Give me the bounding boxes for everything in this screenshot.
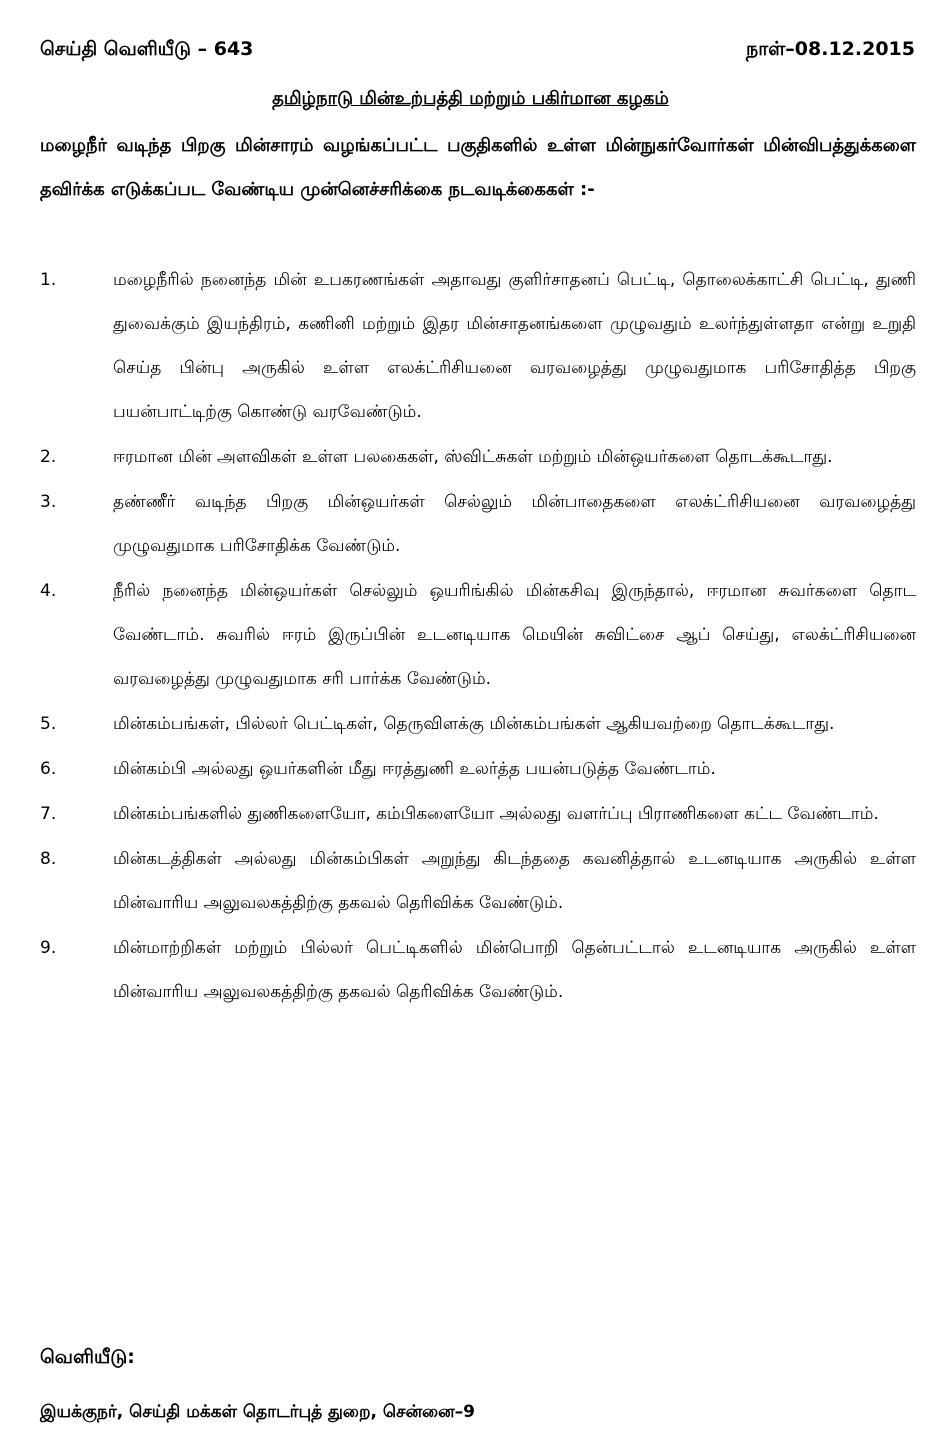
item-number: 8. xyxy=(40,849,57,869)
list-item xyxy=(0,258,941,434)
list-item xyxy=(0,569,941,701)
item-number: 9. xyxy=(40,938,57,958)
document-header xyxy=(40,38,915,68)
release-number: செய்தி வெளியீடு – 643 xyxy=(40,38,254,60)
list-item xyxy=(0,792,941,836)
item-number: 5. xyxy=(40,714,57,734)
item-number: 1. xyxy=(40,270,57,290)
document-subject: மழைநீர் வடிந்த பிறகு மின்சாரம் வழங்கப்பட்ட பகுதிகளில் உள்ள மின்நுகர்வோர்கள் மின்விபத்துக்களை தவிர்க்க எடுக்கப்பட வேண்டிய முன்னெச்சரிக்கை நடவடிக்கைகள் :- xyxy=(40,135,916,200)
item-text: மின்கம்பங்களில் துணிகளையோ, கம்பிகளையோ அல்லது வளர்ப்பு பிராணிகளை கட்ட வேண்டாம். xyxy=(113,804,879,824)
issuer-line: இயக்குநர், செய்தி மக்கள் தொடர்புத் துறை, சென்னை–9 xyxy=(40,1402,475,1422)
item-text: நீரில் நனைந்த மின்ஒயர்கள் செல்லும் ஒயரிங்கில் மின்கசிவு இருந்தால், ஈரமான சுவர்களை தொட வேண்டாம். சுவரில் ஈரம் இருப்பின் உடனடியாக மெயின் சுவிட்சை ஆப் செய்து, எலக்ட்ரிசியனை வரவழைத்து முழுவதுமாக சரி பார்க்க வேண்டும். xyxy=(113,581,916,689)
item-text: மின்மாற்றிகள் மற்றும் பில்லர் பெட்டிகளில் மின்பொறி தென்பட்டால் உடனடியாக அருகில் உள்ள மின்வாரிய அலுவலகத்திற்கு தகவல் தெரிவிக்க வேண்டும். xyxy=(113,938,916,1002)
list-item xyxy=(0,837,941,925)
item-text: ஈரமான மின் அளவிகள் உள்ள பலகைகள், ஸ்விட்சுகள் மற்றும் மின்ஒயர்களை தொடக்கூடாது. xyxy=(113,447,833,467)
item-number: 6. xyxy=(40,759,57,779)
list-item xyxy=(0,435,941,479)
list-item xyxy=(0,747,941,791)
organization-name: தமிழ்நாடு மின்உற்பத்தி மற்றும் பகிர்மான கழகம் xyxy=(272,88,669,109)
release-label: வெளியீடு: xyxy=(40,1346,135,1368)
item-text: மின்கம்பி அல்லது ஒயர்களின் மீது ஈரத்துணி உலர்த்த பயன்படுத்த வேண்டாம். xyxy=(113,759,716,779)
item-number: 2. xyxy=(40,447,57,467)
item-text: தண்ணீர் வடிந்த பிறகு மின்ஒயர்கள் செல்லும் மின்பாதைகளை எலக்ட்ரிசியனை வரவழைத்து முழுவதுமாக பரிசோதிக்க வேண்டும். xyxy=(113,492,916,556)
item-number: 7. xyxy=(40,804,57,824)
list-item xyxy=(0,926,941,1014)
item-number: 3. xyxy=(40,492,57,512)
list-item xyxy=(0,480,941,568)
release-date: நாள்–08.12.2015 xyxy=(746,38,915,60)
item-number: 4. xyxy=(40,581,57,601)
item-text: மழைநீரில் நனைந்த மின் உபகரணங்கள் அதாவது குளிர்சாதனப் பெட்டி, தொலைக்காட்சி பெட்டி, துணி துவைக்கும் இயந்திரம், கணினி மற்றும் இதர மின்சாதனங்களை முழுவதும் உலர்ந்துள்ளதா என்று உறுதி செய்த பின்பு அருகில் உள்ள எலக்ட்ரிசியனை வரவழைத்து முழுவதுமாக பரிசோதித்த பிறகு பயன்பாட்டிற்கு கொண்டு வரவேண்டும். xyxy=(113,270,916,422)
list-item xyxy=(0,702,941,746)
precautions-list xyxy=(0,258,941,1015)
item-text: மின்கம்பங்கள், பில்லர் பெட்டிகள், தெருவிளக்கு மின்கம்பங்கள் ஆகியவற்றை தொடக்கூடாது. xyxy=(113,714,835,734)
item-text: மின்கடத்திகள் அல்லது மின்கம்பிகள் அறுந்து கிடந்ததை கவனித்தால் உடனடியாக அருகில் உள்ள மின்வாரிய அலுவலகத்திற்கு தகவல் தெரிவிக்க வேண்டும். xyxy=(113,849,916,913)
